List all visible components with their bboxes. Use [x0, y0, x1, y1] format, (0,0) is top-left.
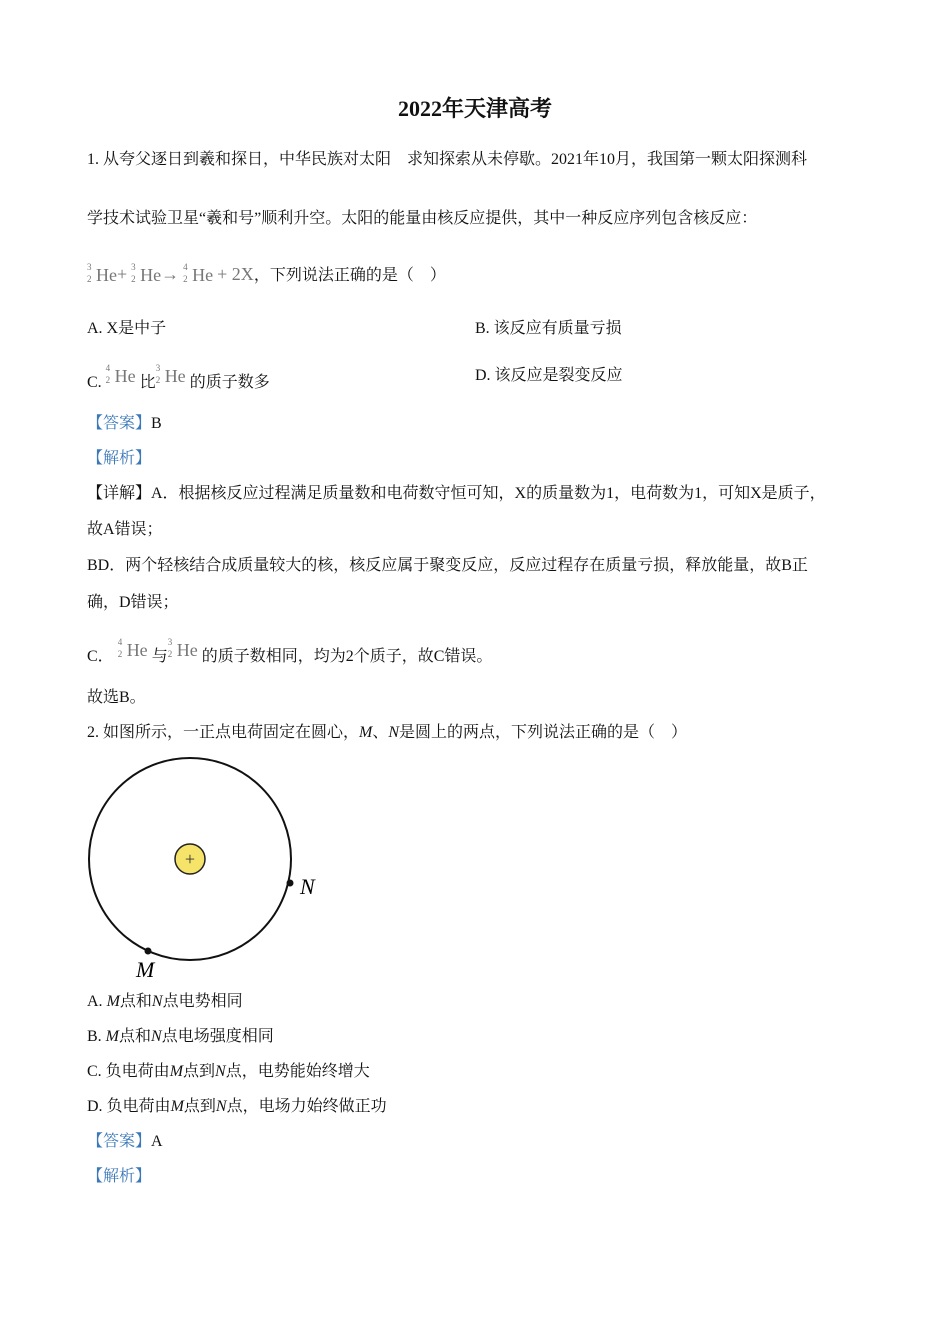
q1-detail-line: 故A错误；	[87, 521, 163, 538]
q1-detail-line: 确，D错误；	[87, 594, 179, 611]
q1-conclusion: 故选B。	[87, 689, 146, 706]
q1-detail-line: BD．两个轻核结合成质量较大的核，核反应属于聚变反应，反应过程存在质量亏损，释放能量，故B正	[87, 557, 808, 574]
q2-option-a: A. M点和N点电势相同	[87, 993, 243, 1010]
q2-answer: 【答案】A	[87, 1133, 163, 1150]
q1-option-b: B. 该反应有质量亏损	[475, 320, 622, 337]
point-n	[287, 880, 294, 887]
q2-analysis-label: 【解析】	[87, 1168, 152, 1185]
nuclide-he3: 3 2 He	[131, 262, 162, 285]
q1-detail-c: C． 4 2 He 与 3 2 He 的质子数相同，均为2个质子，故C错误。	[87, 637, 493, 665]
q1-answer: 【答案】B	[87, 415, 162, 432]
q1-detail-line: 【详解】A．根据核反应过程满足质量数和电荷数守恒可知，X的质量数为1，电荷数为1，可知X是质子，	[87, 485, 826, 502]
q2-option-b: B. M点和N点电场强度相同	[87, 1028, 274, 1045]
nuclide-he4: 4 2 He	[117, 637, 148, 660]
q1-option-c: C. 4 2 He 比 3 2 He 的质子数多	[87, 363, 270, 391]
nuclide-he4: 4 2 He	[105, 363, 136, 386]
q1-equation-line: 3 2 He+ 3 2 He→ 4 2 He + 2X，下列说法正确的是（ ）	[87, 262, 446, 285]
point-m	[145, 948, 152, 955]
q1-option-a: A. X是中子	[87, 320, 167, 337]
q2-option-c: C. 负电荷由M点到N点，电势能始终增大	[87, 1063, 370, 1080]
nuclide-he4: 4 2 He	[183, 262, 214, 285]
q2-option-d: D. 负电荷由M点到N点，电场力始终做正功	[87, 1098, 387, 1115]
nuclide-he3: 3 2 He	[167, 637, 198, 660]
charge-sign: +	[184, 849, 196, 869]
q1-option-d: D. 该反应是裂变反应	[475, 367, 623, 384]
circle-figure	[80, 750, 340, 985]
q1-stem-line1: 1. 从夸父逐日到羲和探日，中华民族对太阳 求知探索从未停歇。2021年10月，我国第一颗太阳探测科	[87, 151, 808, 168]
page-title: 2022年天津高考	[397, 96, 552, 121]
label-n: N	[300, 874, 315, 899]
q2-stem: 2. 如图所示，一正点电荷固定在圆心，M、N是圆上的两点，下列说法正确的是（ ）	[87, 724, 688, 741]
q1-analysis-label: 【解析】	[87, 450, 152, 467]
q1-stem-line2: 学技术试验卫星“羲和号”顺利升空。太阳的能量由核反应提供，其中一种反应序列包含核反应：	[87, 210, 758, 227]
nuclide-he3: 3 2 He	[87, 262, 117, 285]
label-m: M	[136, 957, 155, 982]
nuclide-he3: 3 2 He	[155, 363, 186, 386]
